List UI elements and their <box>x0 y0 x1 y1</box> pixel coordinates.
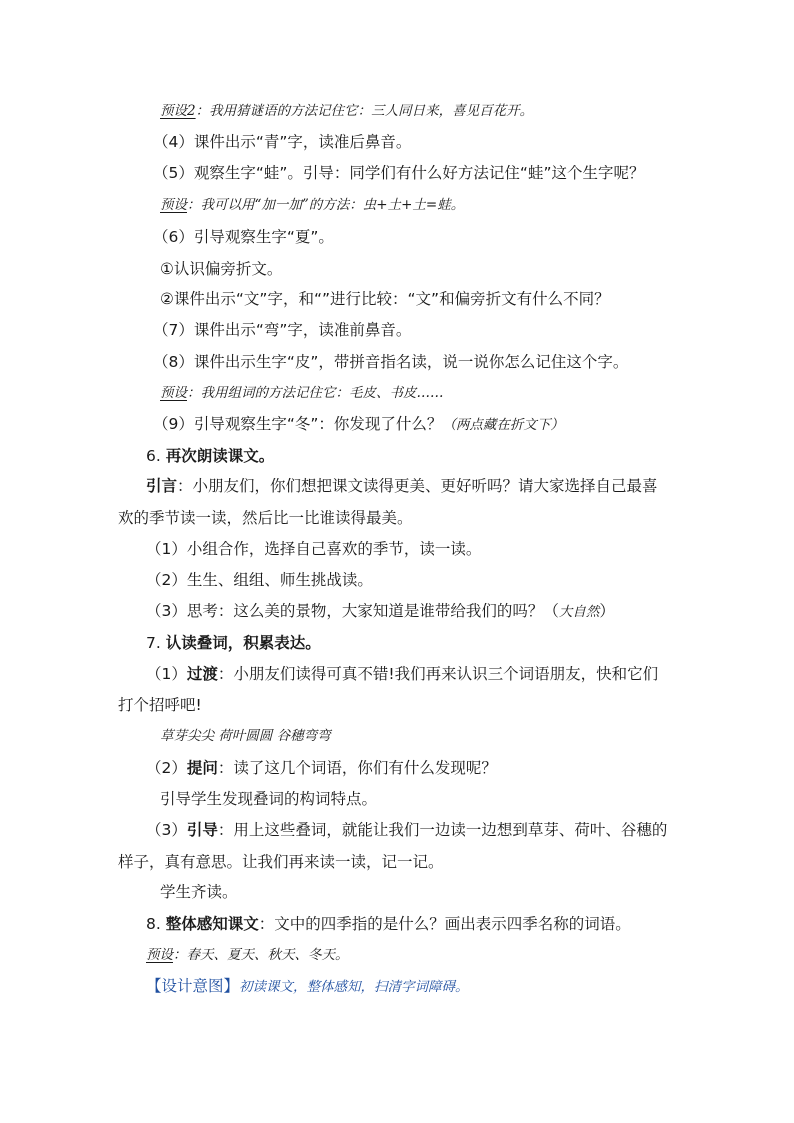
read-1-line: （1）小组合作，选择自己喜欢的季节，读一读。 <box>146 540 482 558</box>
question-label: 提问 <box>186 759 218 777</box>
step-8-line: （8）课件出示生字“皮”，带拼音指名读，说一说你怎么记住这个字。 <box>153 353 629 371</box>
intro-label: 引言 <box>146 477 178 495</box>
sub-1-line: ①认识偏旁折文。 <box>160 260 283 278</box>
guide-line: 引导学生发现叠词的构词特点。 <box>160 790 378 808</box>
guide-label: 引导 <box>186 821 218 839</box>
transition-line: （1）过渡：小朋友们读得可真不错!我们再来认识三个词语朋友，快和它们 <box>146 665 659 683</box>
design-intent-label: 【设计意图】 <box>146 977 240 995</box>
preset-wa-line: 预设：我可以用“加一加”的方法：虫+土+土=蛙。 <box>160 197 465 213</box>
read-3-line: （3）思考：这么美的景物，大家知道是谁带给我们的吗？（大自然） <box>146 602 615 620</box>
preset-seasons-line: 预设：春天、夏天、秋天、冬天。 <box>146 947 349 963</box>
preset-label: 预设2 <box>160 103 196 119</box>
section-6-heading: 6. 再次朗读课文。 <box>146 447 275 465</box>
transition-label: 过渡 <box>186 665 218 683</box>
sub-2-line: ②课件出示“文”字，和“”进行比较：“文”和偏旁折文有什么不同？ <box>160 290 610 308</box>
answer-note: （两点藏在折文下） <box>442 417 564 433</box>
step-5-line: （5）观察生字“蛙”。引导：同学们有什么好方法记住“蛙”这个生字呢？ <box>153 164 645 182</box>
transition-line-cont: 打个招呼吧! <box>118 696 202 714</box>
step-4-line: （4）课件出示“青”字，读准后鼻音。 <box>153 133 412 151</box>
question-line: （2）提问：读了这几个词语，你们有什么发现呢？ <box>146 759 497 777</box>
answer-note: 大自然 <box>558 604 600 620</box>
intro-line: 引言：小朋友们，你们想把课文读得更美、更好听吗？请大家选择自己最喜 <box>146 477 658 495</box>
choral-reading-line: 学生齐读。 <box>160 883 238 901</box>
step-9-line: （9）引导观察生字“冬”：你发现了什么？（两点藏在折文下） <box>153 415 564 433</box>
reduplicated-words: 草芽尖尖 荷叶圆圆 谷穗弯弯 <box>160 728 331 744</box>
guide-3-line: （3）引导：用上这些叠词，就能让我们一边读一边想到草芽、荷叶、谷穗的 <box>146 821 668 839</box>
preset-label: 预设 <box>160 197 187 213</box>
preset-pi-line: 预设：我用组词的方法记住它：毛皮、书皮…… <box>160 385 444 401</box>
section-7-heading: 7. 认读叠词，积累表达。 <box>146 634 321 652</box>
section-8-heading: 8. 整体感知课文：文中的四季指的是什么？画出表示四季名称的词语。 <box>146 915 631 933</box>
guide-3-line-cont: 样子，真有意思。让我们再来读一读，记一记。 <box>118 853 444 871</box>
design-intent-line: 【设计意图】初读课文，整体感知，扫清字词障碍。 <box>146 977 469 995</box>
preset-2-line: 预设2：我用猜谜语的方法记住它：三人同日来，喜见百花开。 <box>160 103 534 119</box>
step-7-line: （7）课件出示“弯”字，读准前鼻音。 <box>153 321 412 339</box>
read-2-line: （2）生生、组组、师生挑战读。 <box>146 571 373 589</box>
step-6-line: （6）引导观察生字“夏”。 <box>153 228 334 246</box>
intro-line-cont: 欢的季节读一读，然后比一比谁读得最美。 <box>118 509 413 527</box>
preset-label: 预设 <box>160 385 187 401</box>
preset-label: 预设 <box>146 947 173 963</box>
